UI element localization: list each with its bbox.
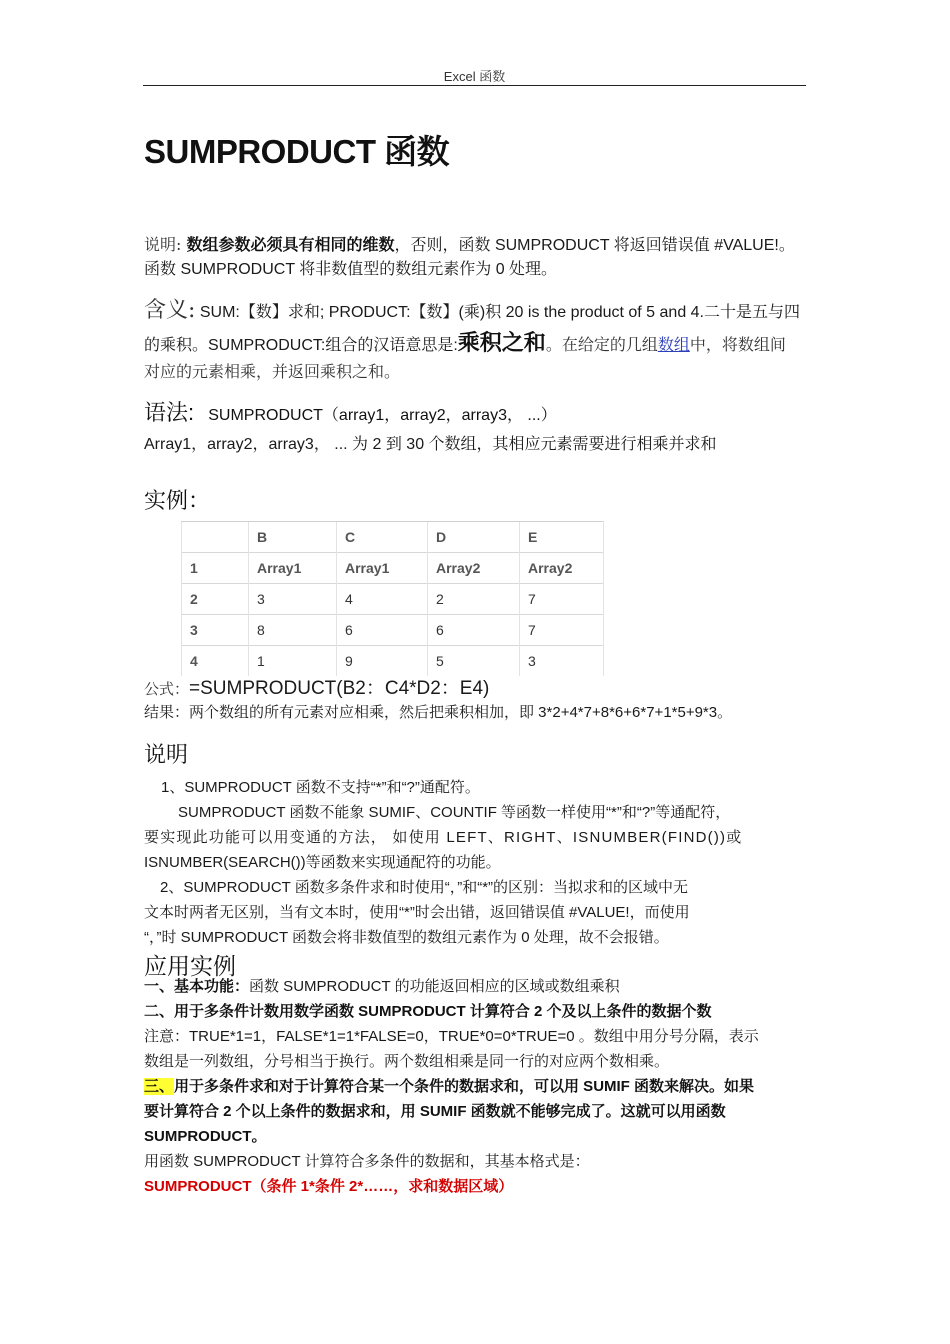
- table-cell: Array2: [428, 553, 520, 584]
- page-header: Excel 函数: [443, 69, 506, 84]
- apply-format-intro: 用函数 SUMPRODUCT 计算符合多条件的数据和，其基本格式是：: [144, 1153, 590, 1170]
- description-line2: 函数 SUMPRODUCT 将非数值型的数组元素作为 0 处理。: [144, 261, 558, 278]
- table-cell: E: [520, 522, 604, 553]
- table-row: [182, 553, 604, 584]
- example-label: 实例：: [144, 488, 211, 513]
- table-cell: 7: [520, 584, 604, 615]
- meaning-emphasis: 乘积之和: [457, 330, 546, 355]
- explain-item2-l1: 2、SUMPRODUCT 函数多条件求和时使用“，”和“*”的区别：当拟求和的区域中无: [160, 879, 689, 896]
- explain-item1: 1、SUMPRODUCT 函数不支持“*”和“?”通配符。: [161, 779, 480, 796]
- table-cell: 3: [182, 615, 249, 646]
- result-label: 结果：: [144, 704, 190, 721]
- table-cell: 3: [249, 584, 337, 615]
- apply-three-l3: SUMPRODUCT。: [144, 1128, 267, 1145]
- explain-item1-detail-l1: SUMPRODUCT 函数不能象 SUMIF、COUNTIF 等函数一样使用“*”和“?”等通配符，: [178, 804, 731, 821]
- table-cell: D: [428, 522, 520, 553]
- table-cell: 1: [249, 646, 337, 677]
- meaning-line3: 对应的元素相乘，并返回乘积之和。: [144, 362, 401, 381]
- description-paragraph: [144, 233, 809, 282]
- meaning-line2c: 中，将数组间: [689, 335, 786, 354]
- table-cell: B: [249, 522, 337, 553]
- apply-note-l2: 数组是一列数组，分号相当于换行。两个数组相乘是同一行的对应两个数相乘。: [144, 1053, 670, 1070]
- meaning-line2a: 的乘积。SUMPRODUCT:组合的汉语意思是:: [144, 337, 458, 354]
- table-cell: 5: [428, 646, 520, 677]
- meaning-line1: SUM:【数】求和; PRODUCT:【数】(乘)积 20 is the product of 5 and 4.二十是五与四: [195, 304, 801, 321]
- table-cell: 2: [428, 584, 520, 615]
- description-bold: 数组参数必须具有相同的维数: [186, 235, 395, 254]
- apply-three-l1: [144, 1075, 809, 1099]
- apply-two: 二、用于多条件计数用数学函数 SUMPRODUCT 计算符合 2 个及以上条件的数据个数: [144, 1003, 712, 1020]
- document-title: SUMPRODUCT 函数: [144, 133, 450, 170]
- table-cell: Array1: [337, 553, 428, 584]
- description-rest: ，否则，函数 SUMPRODUCT 将返回错误值 #VALUE!。: [394, 237, 795, 254]
- apply-one: [144, 975, 809, 999]
- table-header-row: [182, 522, 604, 553]
- table-row: [182, 615, 604, 646]
- formula-value: =SUMPRODUCT(B2：C4*D2：E4): [189, 678, 490, 699]
- table-row: [182, 584, 604, 615]
- apply-label: 应用实例: [144, 954, 236, 980]
- result-value: 两个数组的所有元素对应相乘，然后把乘积相加，即 3*2+4*7+8*6+6*7+1*5+9*3。: [189, 704, 733, 721]
- table-cell: 4: [182, 646, 249, 677]
- syntax-value: SUMPRODUCT（array1，array2，array3， ...）: [208, 407, 557, 424]
- apply-three-number: 三、: [144, 1078, 175, 1095]
- table-cell: 3: [520, 646, 604, 677]
- array-link[interactable]: 数组: [657, 335, 690, 354]
- table-cell: Array2: [520, 553, 604, 584]
- table-cell: 8: [249, 615, 337, 646]
- table-cell: C: [337, 522, 428, 553]
- apply-one-rest: 函数 SUMPRODUCT 的功能返回相应的区域或数组乘积: [249, 978, 620, 995]
- table-cell: 2: [182, 584, 249, 615]
- formula-line: [144, 676, 809, 703]
- description-prefix: 说明:: [144, 235, 187, 254]
- meaning-line2b: 。在给定的几组: [545, 335, 658, 354]
- table-cell: Array1: [249, 553, 337, 584]
- table-cell: 4: [337, 584, 428, 615]
- header-divider: [143, 85, 806, 86]
- table-cell: 6: [428, 615, 520, 646]
- apply-note-l1: 注意：TRUE*1=1，FALSE*1=1*FALSE=0，TRUE*0=0*TRUE=0 。数组中用分号分隔，表示: [144, 1028, 759, 1045]
- example-table: [181, 521, 604, 676]
- explain-item1-detail-l3: ISNUMBER(SEARCH())等函数来实现通配符的功能。: [144, 854, 501, 871]
- syntax-section: [144, 396, 557, 427]
- table-cell: [182, 522, 249, 553]
- meaning-paragraph: [144, 296, 809, 361]
- syntax-description: Array1，array2，array3， ... 为 2 到 30 个数组，其相应元素需要进行相乘并求和: [144, 436, 717, 453]
- apply-three-l2: 要计算符合 2 个以上条件的数据求和，用 SUMIF 函数就不能够完成了。这就可以用函数: [144, 1103, 726, 1120]
- explain-item2-l3: “，”时 SUMPRODUCT 函数会将非数值型的数组元素作为 0 处理，故不会报错。: [144, 929, 669, 946]
- explain-item1-detail-l2: 要实现此功能可以用变通的方法， 如使用 LEFT、RIGHT、ISNUMBER(FIND())或: [144, 829, 743, 846]
- apply-three-text: 用于多条件求和对于计算符合某一个条件的数据求和，可以用 SUMIF 函数来解决。如果: [174, 1078, 755, 1095]
- table-cell: 1: [182, 553, 249, 584]
- table-cell: 6: [337, 615, 428, 646]
- table-row: [182, 646, 604, 677]
- apply-format: SUMPRODUCT（条件 1*条件 2*……，求和数据区域）: [144, 1178, 514, 1195]
- table-cell: 7: [520, 615, 604, 646]
- result-line: [144, 701, 809, 725]
- meaning-label: 含义:: [144, 298, 196, 323]
- explain-item2-l2: 文本时两者无区别，当有文本时，使用“*”时会出错，返回错误值 #VALUE!，而使用: [144, 904, 690, 921]
- table-cell: 9: [337, 646, 428, 677]
- formula-label: 公式：: [144, 681, 190, 698]
- apply-one-bold: 一、基本功能：: [144, 978, 250, 995]
- syntax-label: 语法:: [144, 400, 195, 425]
- explain-label: 说明: [144, 742, 189, 767]
